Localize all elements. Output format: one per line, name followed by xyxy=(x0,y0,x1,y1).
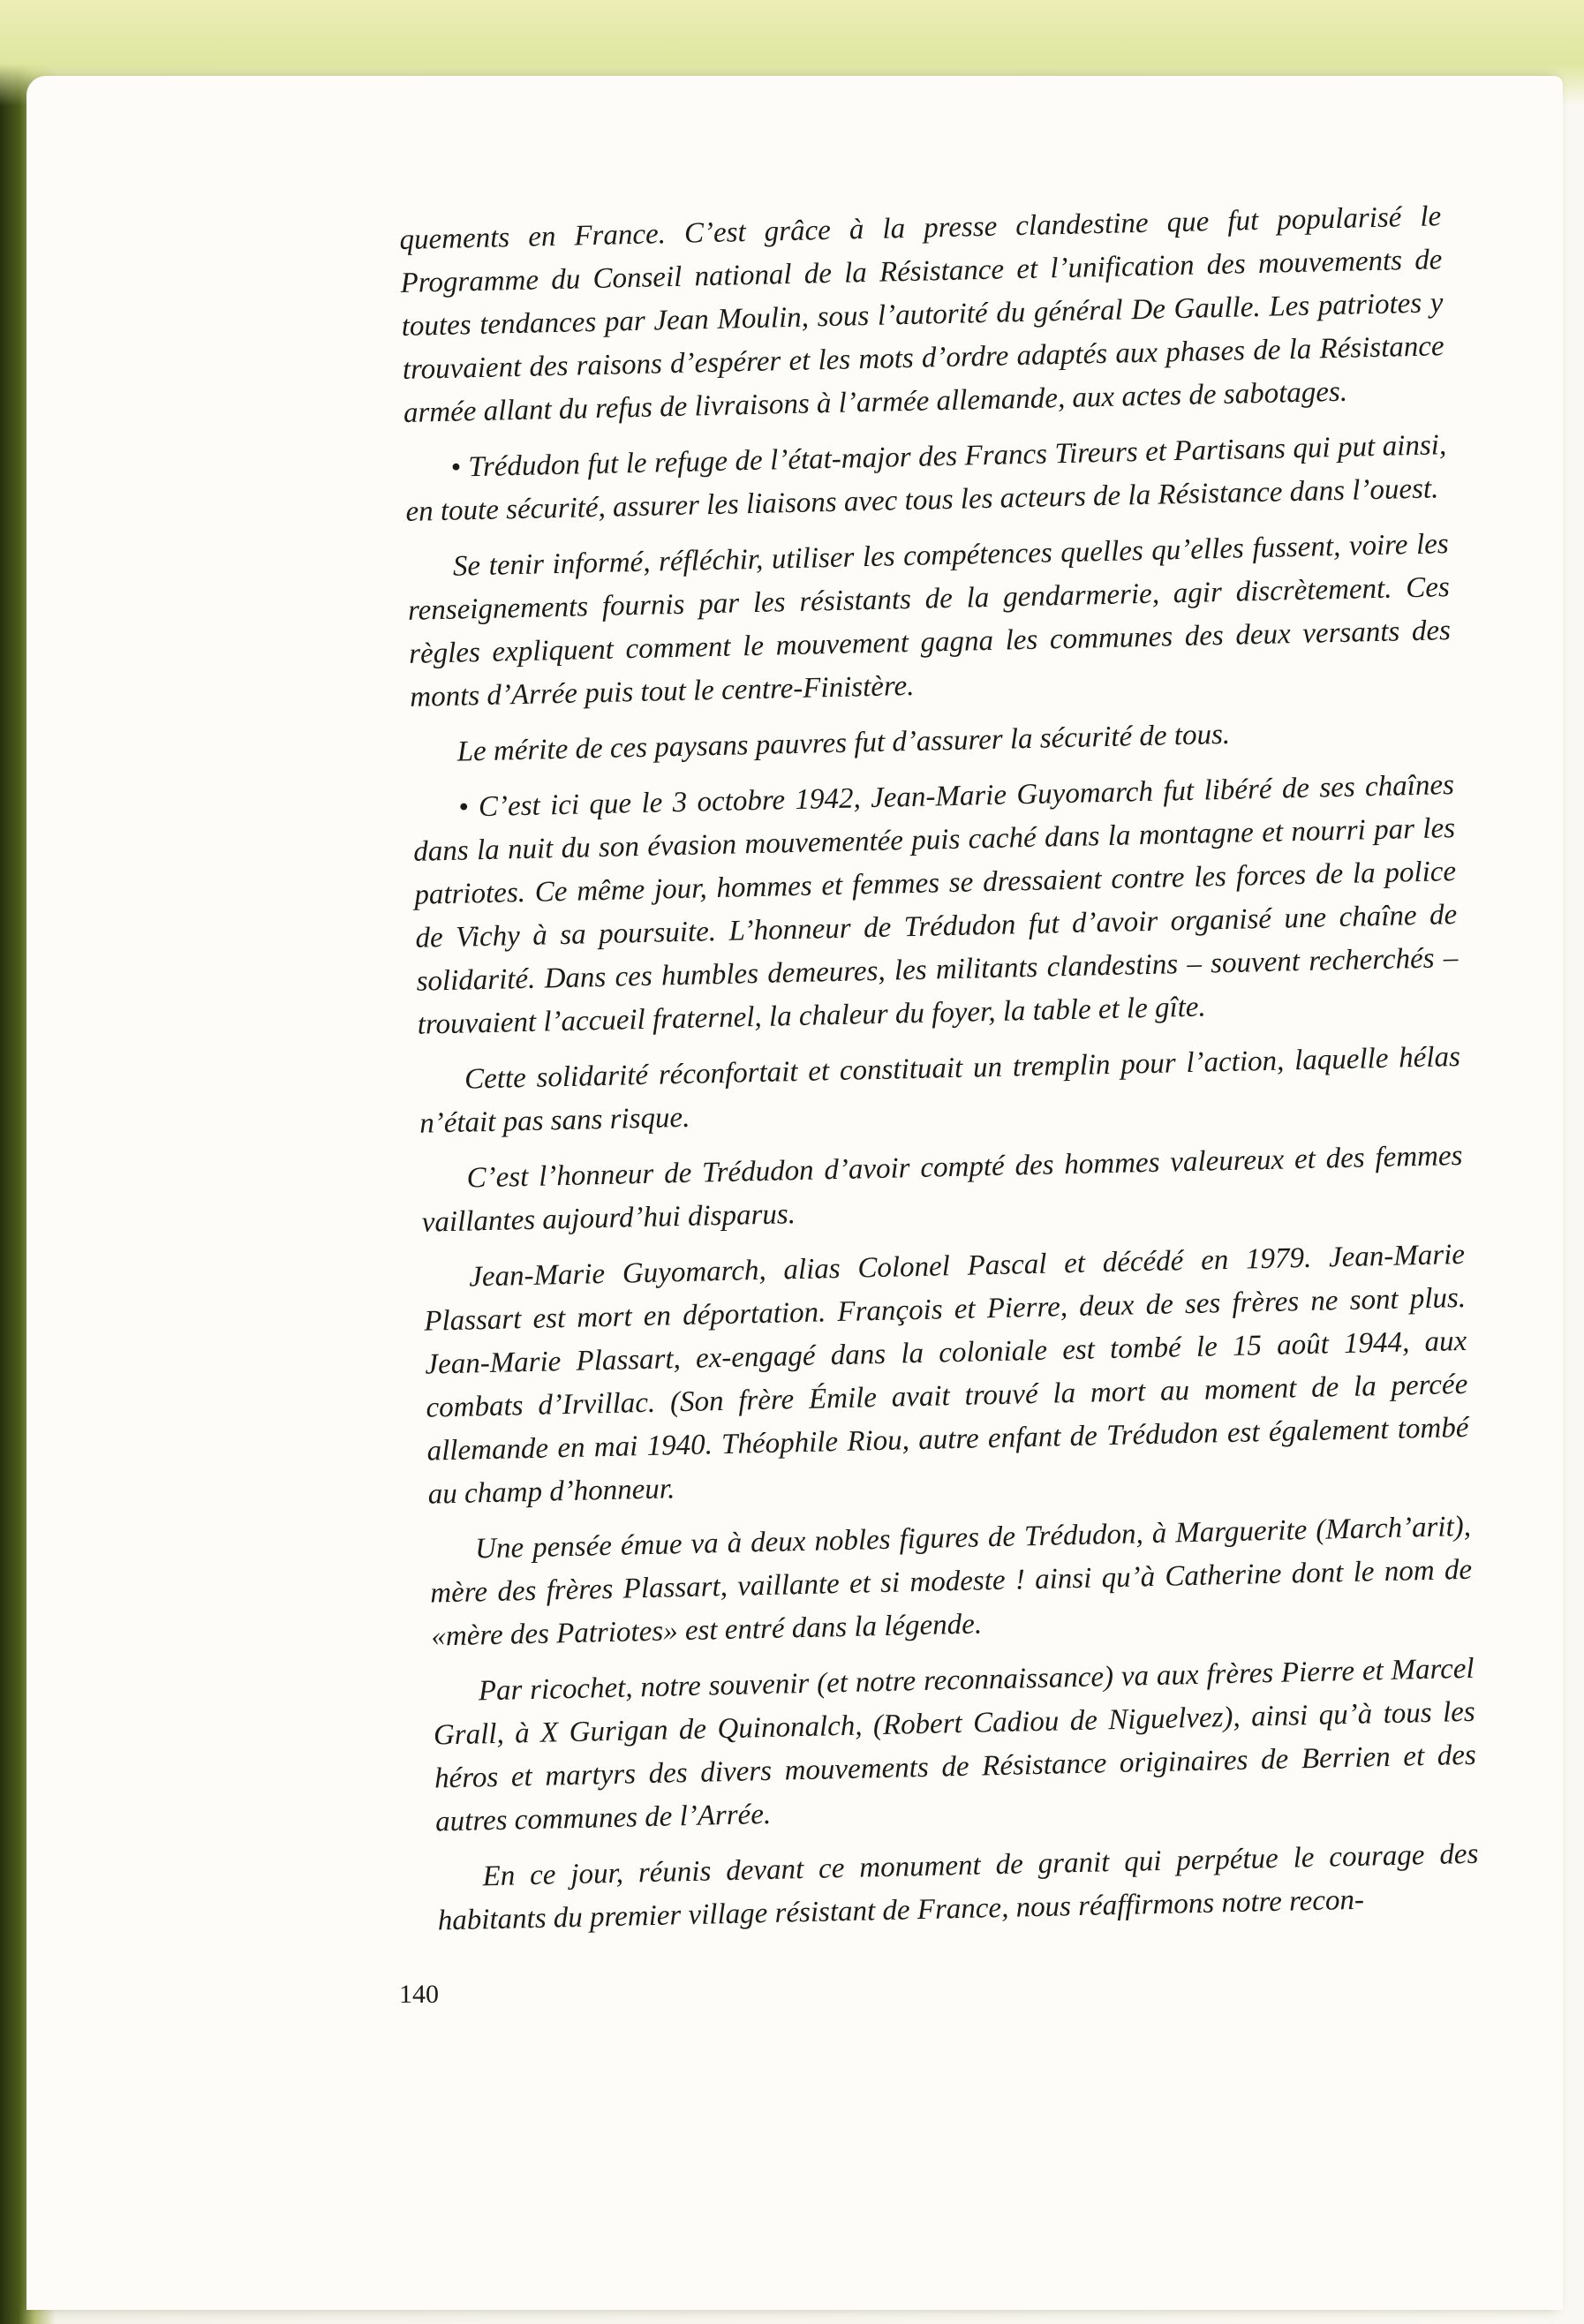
paragraph: En ce jour, réunis devant ce monument de granit qui perpétue le courage des habitants du premier village résistant de France, nous réaffirmons notre recon- xyxy=(437,1837,1479,1937)
paragraph: Cette solidarité réconfortait et constituait un tremplin pour l’action, laquelle hélas n’était pas sans risque. xyxy=(419,1040,1461,1140)
paragraph: quements en France. C’est grâce à la presse clandestine que fut popularisé le Programme du Conseil national de la Résistance et l’unification des mouvements de toutes tendances par Jean Moulin, sous l’autorité du général De Gaulle. Les patriotes y trouvaient des raisons d’espérer et les mots d’ordre adaptés aux phases de la Résistance armée allant du refus de livraisons à l’armée allemande, aux actes de sabotages. xyxy=(399,200,1444,429)
paragraph: Jean-Marie Guyomarch, alias Colonel Pascal et décédé en 1979. Jean-Marie Plassart est mort en déportation. François et Pierre, deux de ses frères ne sont plus. Jean-Marie Plassart, ex-engagé dans la coloniale est tombé le 15 août 1944, aux combats d’Irvillac. (Son frère Émile avait trouvé la mort au moment de la percée allemande en mai 1940. Théophile Riou, autre enfant de Trédudon est également tombé au champ d’honneur. xyxy=(423,1238,1469,1511)
paragraph: Une pensée émue va à deux nobles figures de Trédudon, à Marguerite (March’arit), mère des frères Plassart, vaillante et si modeste ! ainsi qu’à Catherine dont le nom de «mère des Patriotes» est entré dans la légende. xyxy=(429,1510,1473,1653)
paragraph: Par ricochet, notre souvenir (et notre reconnaissance) va aux frères Pierre et Marcel Grall, à X Gurigan de Quinonalch, (Robert Cadiou de Niguelvez), ainsi qu’à tous les héros et martyrs des divers mouvements de Résistance originaires de Berrien et des autres communes de l’Arrée. xyxy=(433,1652,1477,1838)
page-number: 140 xyxy=(399,1980,439,2009)
paragraph: • C’est ici que le 3 octobre 1942, Jean-Marie Guyomarch fut libéré de ses chaînes dans la nuit du son évasion mouvementée puis caché dans la montagne et nourri par les patriotes. Ce même jour, hommes et femmes se dressaient contre les forces de la police de Vichy à sa poursuite. L’honneur de Trédudon fut d’avoir organisé une chaîne de solidarité. Dans ces humbles demeures, les militants clandestins – souvent recherchés – trouvaient l’accueil fraternel, la chaleur du foyer, la table et le gîte. xyxy=(412,769,1459,1041)
body-text xyxy=(399,195,1480,1955)
paragraph: • Trédudon fut le refuge de l’état-major des Francs Tireurs et Partisans qui put ainsi, en toute sécurité, assurer les liaisons avec tous les acteurs de la Résistance dans l’ouest. xyxy=(405,429,1447,528)
paragraph: C’est l’honneur de Trédudon d’avoir compté des hommes valeureux et des femmes vaillantes aujourd’hui disparus. xyxy=(421,1139,1463,1239)
paragraph: Le mérite de ces paysans pauvres fut d’assurer la sécurité de tous. xyxy=(456,718,1231,768)
paragraph: Se tenir informé, réfléchir, utiliser les compétences quelles qu’elles fussent, voire les renseignements fournis par les résistants de la gendarmerie, agir discrètement. Ces règles expliquent comment le mouvement gagna les communes des deux versants des monts d’Arrée puis tout le centre-Finistère. xyxy=(407,528,1452,713)
